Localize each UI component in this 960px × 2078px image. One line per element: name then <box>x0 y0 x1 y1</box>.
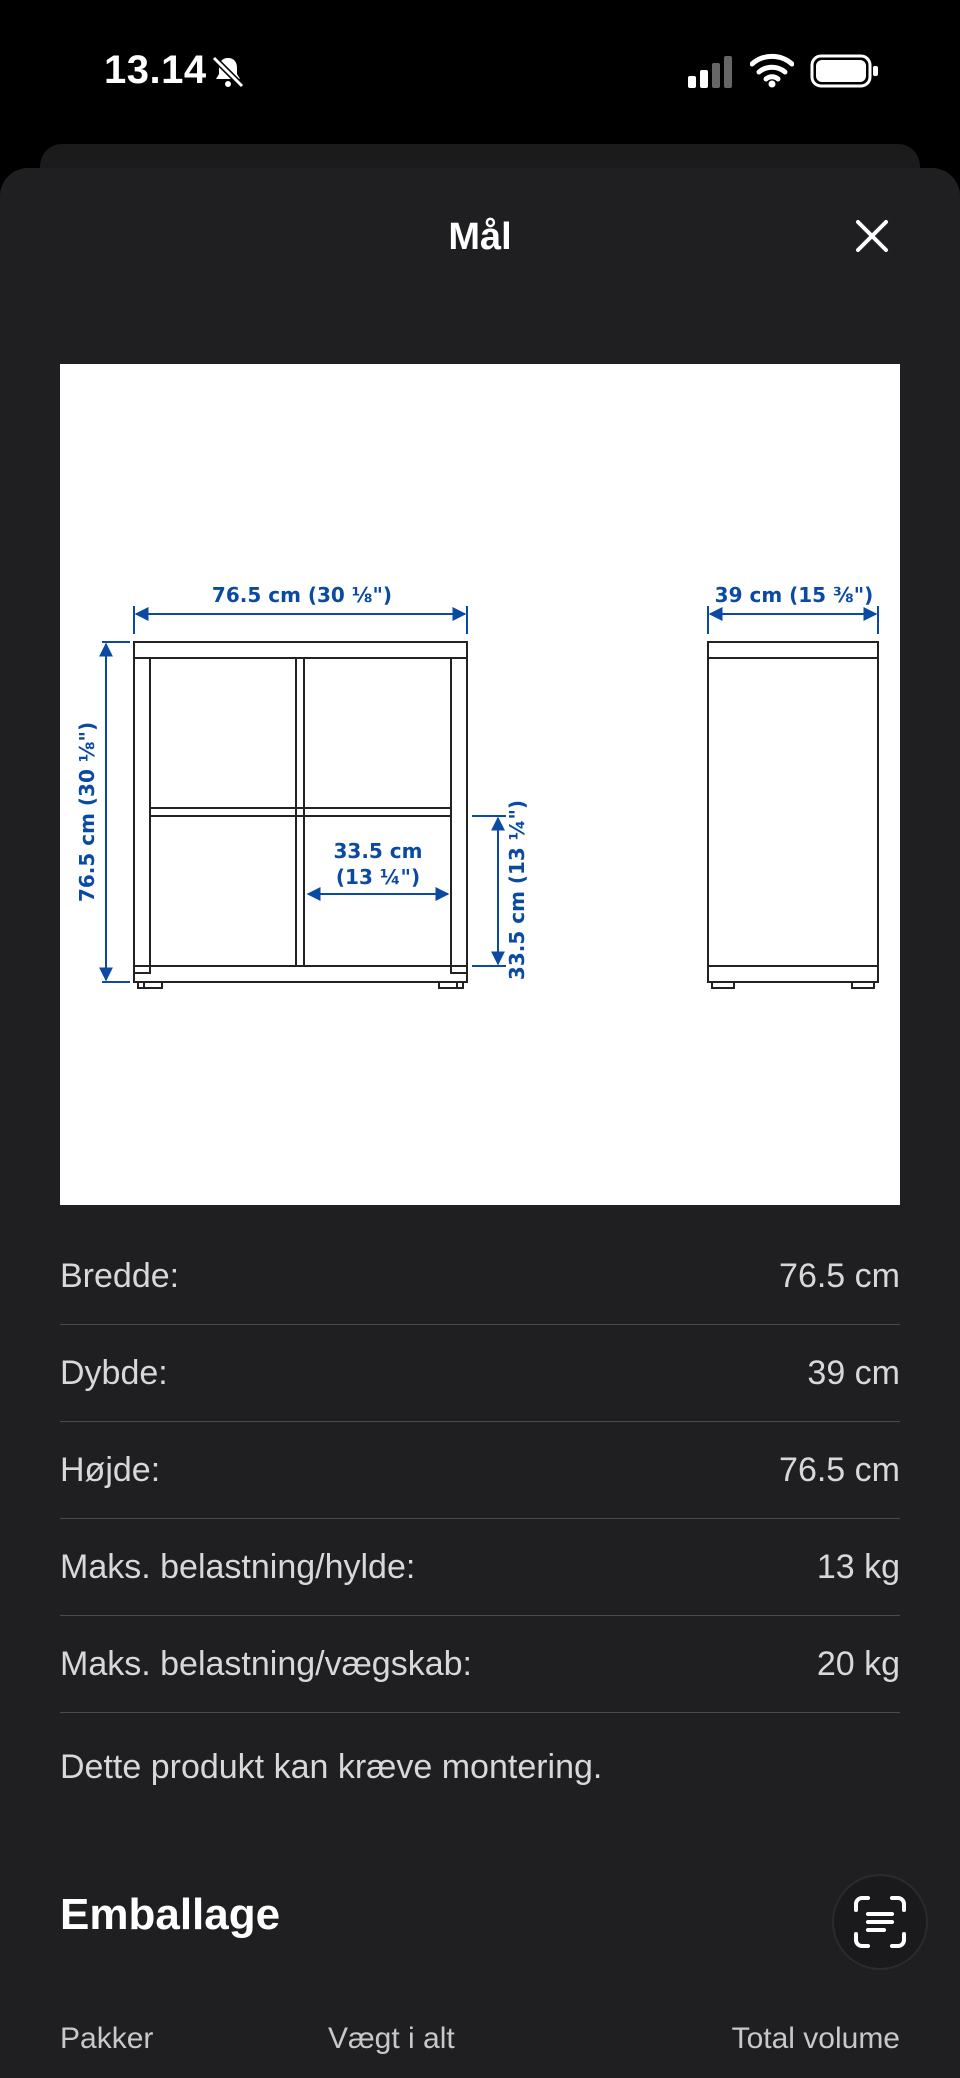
side-view <box>708 642 878 988</box>
dimension-drawing <box>60 364 900 1205</box>
spec-value: 76.5 cm <box>779 1450 900 1489</box>
text-scan-icon <box>852 1894 908 1950</box>
inner-height-dimension <box>472 816 506 966</box>
close-button[interactable] <box>844 208 900 264</box>
front-view <box>134 642 467 988</box>
sheet-title: Mål <box>448 216 512 258</box>
spec-label: Højde: <box>60 1450 161 1489</box>
spec-value: 39 cm <box>807 1353 900 1392</box>
width-dimension <box>134 606 467 634</box>
close-icon <box>855 219 889 253</box>
wifi-icon <box>750 52 794 88</box>
spec-row-max-load-cabinet <box>60 1616 900 1713</box>
spec-row-max-load-shelf <box>60 1519 900 1616</box>
spec-row-height <box>60 1422 900 1519</box>
inner-width-label-1: 33.5 cm <box>333 839 423 863</box>
spec-row-width <box>60 1228 900 1325</box>
height-label: 76.5 cm (30 ⅛") <box>75 721 99 903</box>
column-header-total-weight: Vægt i alt <box>328 2022 455 2055</box>
battery-icon <box>810 54 880 88</box>
assembly-note: Dette produkt kan kræve montering. <box>60 1748 603 1786</box>
status-bar <box>0 0 960 140</box>
spec-value: 13 kg <box>816 1547 900 1586</box>
column-header-total-volume: Total volume <box>731 2022 900 2055</box>
depth-dimension <box>708 606 878 634</box>
spec-label: Dybde: <box>60 1353 168 1392</box>
status-time: 13.14 <box>104 48 207 92</box>
specs-list <box>60 1228 900 1713</box>
spec-label: Maks. belastning/vægskab: <box>60 1644 472 1683</box>
spec-row-depth <box>60 1325 900 1422</box>
spec-value: 76.5 cm <box>779 1256 900 1295</box>
column-header-packages: Pakker <box>60 2022 154 2055</box>
spec-label: Maks. belastning/hylde: <box>60 1547 416 1586</box>
dimension-diagram <box>60 364 900 1205</box>
inner-width-label-2: (13 ¼") <box>335 865 421 889</box>
width-label: 76.5 cm (30 ⅛") <box>211 583 393 607</box>
spec-label: Bredde: <box>60 1256 180 1295</box>
height-dimension <box>102 642 130 982</box>
cellular-signal-icon <box>688 56 736 88</box>
spec-value: 20 kg <box>816 1644 900 1683</box>
depth-label: 39 cm (15 ⅜") <box>714 583 874 607</box>
scan-button[interactable] <box>834 1876 926 1968</box>
bell-slash-icon <box>208 52 248 92</box>
packaging-title: Emballage <box>60 1890 281 1939</box>
inner-height-label: 33.5 cm (13 ¼") <box>505 799 529 981</box>
